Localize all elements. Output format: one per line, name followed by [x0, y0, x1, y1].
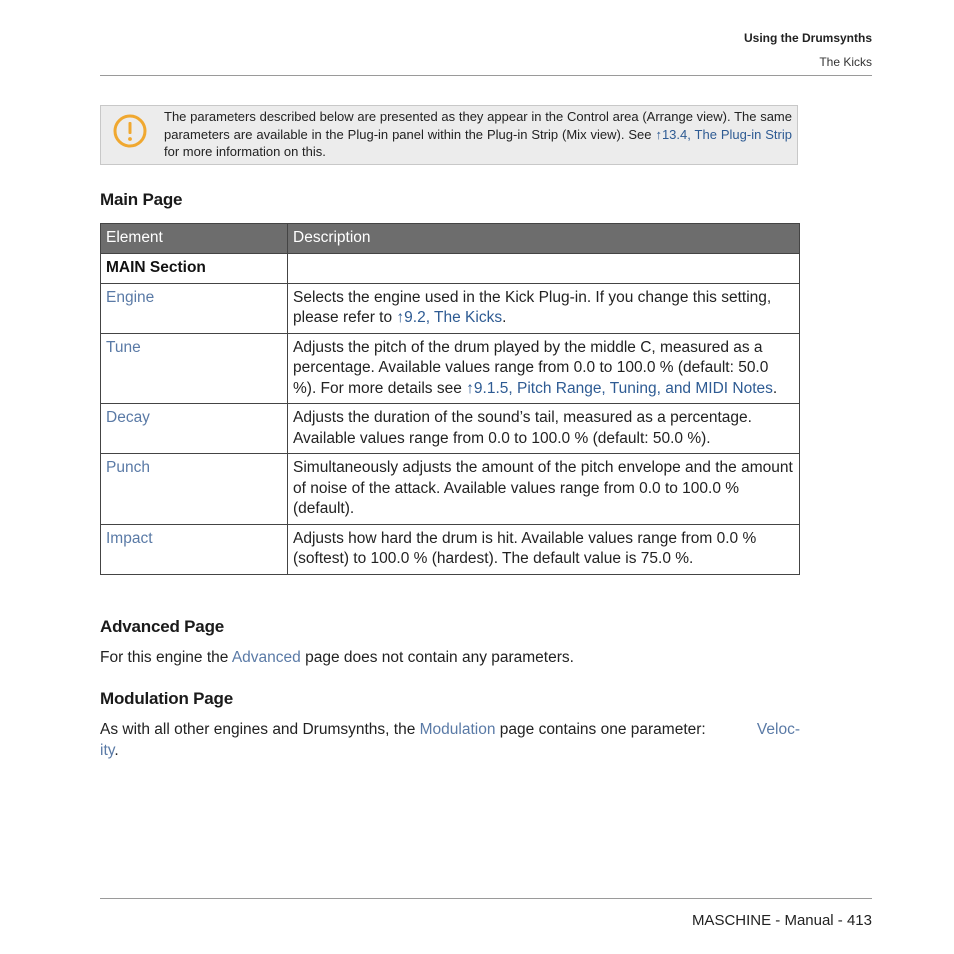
- desc-text: .: [772, 379, 778, 397]
- link-the-kicks[interactable]: ↑9.2, The Kicks: [396, 309, 503, 326]
- param-name-impact: Impact: [101, 524, 288, 574]
- note-text: [164, 108, 792, 161]
- table-header-element: Element: [101, 224, 288, 254]
- table-row: [101, 404, 800, 454]
- table-row: [101, 333, 800, 404]
- desc-text: Selects the engine used in the Kick Plug-in. If you change this setting, please refer to: [293, 288, 772, 326]
- note-text-before: The parameters described below are presented as they appear in the Control area (Arrange view). The same parameters are available in the Plug-in panel within the Plug-in Strip (Mix view). See: [164, 109, 792, 142]
- term-velocity-part1: Veloc-: [756, 721, 800, 738]
- link-pitch-range[interactable]: ↑9.1.5, Pitch Range, Tuning, and MIDI Notes: [466, 379, 773, 397]
- note-box: [100, 105, 798, 165]
- running-header-title: Using the Drumsynths: [743, 31, 872, 45]
- param-name-decay: Decay: [101, 404, 288, 454]
- warning-exclamation-icon: [113, 114, 147, 148]
- table-header-row: [101, 224, 800, 254]
- table-row: [101, 283, 800, 333]
- advanced-page-paragraph: [100, 648, 800, 669]
- paragraph-text: page does not contain any parameters.: [300, 649, 574, 666]
- term-modulation: Modulation: [419, 721, 496, 738]
- running-header-subtitle: The Kicks: [819, 55, 872, 69]
- param-name-punch: Punch: [101, 454, 288, 525]
- param-desc-tune: [288, 333, 800, 404]
- paragraph-text: For this engine the: [100, 649, 232, 666]
- table-header-description: Description: [288, 224, 800, 254]
- paragraph-text: page contains one parameter:: [495, 721, 706, 738]
- heading-modulation-page: Modulation Page: [100, 689, 234, 708]
- param-desc-punch: Simultaneously adjusts the amount of the pitch envelope and the amount of noise of the attack. Available values range from 0.0 to 100.0 % (default).: [288, 454, 800, 525]
- paragraph-text: .: [114, 741, 119, 759]
- term-velocity-part2: ity: [100, 741, 115, 759]
- heading-advanced-page: Advanced Page: [100, 617, 225, 636]
- param-desc-decay: Adjusts the duration of the sound’s tail, measured as a percentage. Available values range from 0.0 to 100.0 % (default: 50.0 %).: [288, 404, 800, 454]
- param-name-engine: Engine: [101, 283, 288, 333]
- note-link-plugin-strip[interactable]: ↑13.4, The Plug-in Strip: [655, 126, 792, 142]
- desc-text: .: [502, 309, 507, 326]
- paragraph-text: As with all other engines and Drumsynths, the: [100, 721, 420, 738]
- desc-text: Adjusts the pitch of the drum played by the middle C, measured as a percentage. Available values range from 0.0 to 100.0 % (default: 50.0 %). For more details see: [293, 338, 769, 397]
- term-advanced: Advanced: [231, 649, 301, 666]
- modulation-page-paragraph: [100, 720, 800, 761]
- param-desc-impact: Adjusts how hard the drum is hit. Available values range from 0.0 % (softest) to 100.0 % (hardest). The default value is 75.0 %.: [288, 524, 800, 574]
- section-empty-cell: [288, 254, 800, 284]
- parameters-table: [100, 223, 800, 575]
- footer-divider: [100, 898, 872, 899]
- table-row: [101, 524, 800, 574]
- param-desc-engine: [288, 283, 800, 333]
- page-footer: MASCHINE - Manual - 413: [691, 912, 872, 929]
- section-label: MAIN Section: [101, 254, 288, 284]
- param-name-tune: Tune: [101, 333, 288, 404]
- header-divider: [100, 75, 872, 76]
- heading-main-page: Main Page: [100, 190, 183, 209]
- note-text-after: for more information on this.: [164, 144, 326, 159]
- table-row-section: [101, 254, 800, 284]
- table-row: [101, 454, 800, 525]
